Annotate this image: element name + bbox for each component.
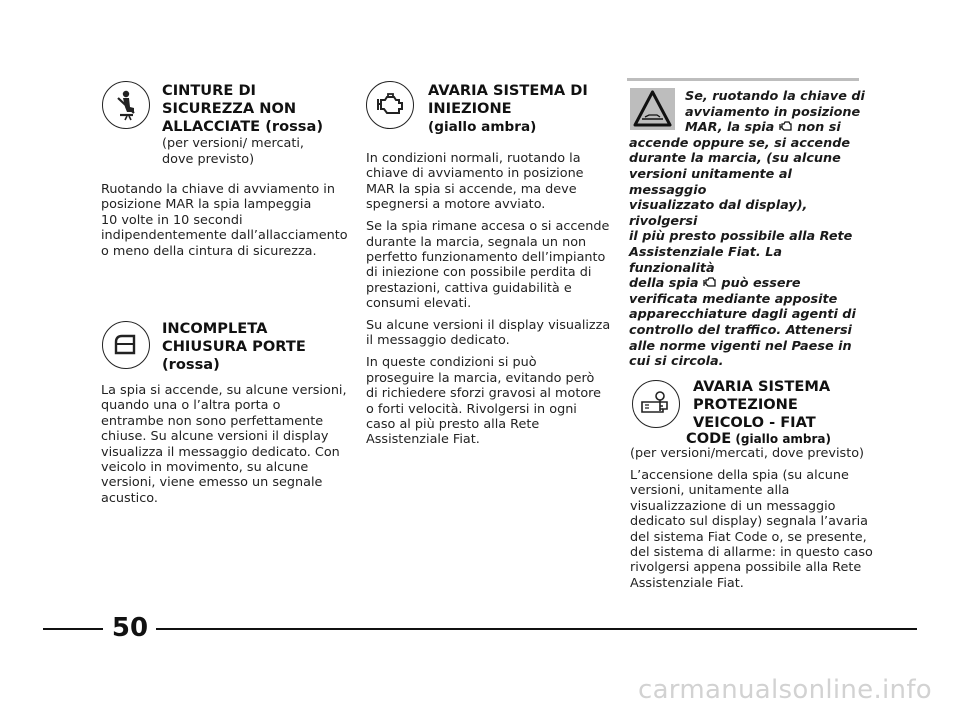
warning-line: versioni unitamente al messaggio xyxy=(629,166,792,198)
warning-line: alle norme vigenti nel Paese in xyxy=(629,338,852,354)
paragraph xyxy=(630,446,873,461)
body-line: di richiedere sforzi gravosi al motore xyxy=(366,386,602,402)
body-line: veicolo in movimento, su alcune xyxy=(101,460,309,476)
title-line-small: (giallo ambra) xyxy=(731,432,832,446)
body-line: consumi elevati. xyxy=(366,296,472,312)
title-line: CHIUSURA PORTE xyxy=(162,338,306,355)
body-line: visualizza il messaggio dedicato. Con xyxy=(101,444,340,460)
warning-text xyxy=(629,89,865,370)
warning-line-part: della spia xyxy=(629,276,703,292)
engine-check-icon xyxy=(703,277,717,288)
body-line: Assistenziale Fiat. xyxy=(630,575,744,591)
title-line: (giallo ambra) xyxy=(428,119,537,135)
title-line: (rossa) xyxy=(162,356,220,373)
body-line: versioni, viene emesso un segnale xyxy=(101,475,323,491)
warning-line: cui si circola. xyxy=(629,354,724,370)
footer-rule-left xyxy=(43,628,103,630)
paragraph xyxy=(366,355,610,447)
warning-line xyxy=(629,276,865,292)
body-line: caso al più presto alla Rete xyxy=(366,417,540,432)
body-line: chiuse. Su alcune versioni il display xyxy=(101,429,329,445)
fiatcode-title xyxy=(693,378,830,432)
paragraph xyxy=(366,151,610,213)
warning-line: Assistenziale Fiat. La funzionalità xyxy=(629,244,783,276)
title-line: VEICOLO - FIAT xyxy=(693,414,816,431)
title-line: SICUREZZA NON xyxy=(162,100,297,117)
body-line: versioni, unitamente alla xyxy=(630,483,790,499)
body-line: Ruotando la chiave di avviamento in xyxy=(101,182,335,197)
body-line: In queste condizioni si può xyxy=(366,355,537,371)
body-line: dedicato sul display) segnala l’avaria xyxy=(630,514,868,530)
fiat-code-key-icon xyxy=(632,380,680,428)
body-line: o forti velocità. Rivolgersi in ogni xyxy=(366,401,577,417)
door-open-icon xyxy=(102,321,150,369)
warning-line: visualizzato dal display), rivolgersi xyxy=(629,198,808,229)
warning-line: avviamento in posizione xyxy=(685,104,861,120)
cinture-title xyxy=(162,82,323,136)
body-line: 10 volte in 10 secondi xyxy=(101,212,243,228)
paragraph xyxy=(366,219,610,311)
body-line: del sistema Fiat Code o, se presente, xyxy=(630,529,867,545)
body-line: La spia si accende, su alcune versioni, xyxy=(101,383,347,398)
iniezione-title xyxy=(428,82,588,136)
warning-line: controllo del traffico. Attenersi xyxy=(629,322,852,338)
cinture-body xyxy=(101,182,348,259)
title-line: CINTURE DI xyxy=(162,82,256,99)
body-line: indipendentemente dall’allacciamento xyxy=(101,228,348,244)
body-line: proseguire la marcia, evitando però xyxy=(366,370,595,386)
porte-title xyxy=(162,320,306,374)
body-line: Assistenziale Fiat. xyxy=(366,432,480,448)
paragraph xyxy=(630,468,873,591)
warning-line-part: può essere xyxy=(716,276,801,292)
body-line: rivolgersi appena possibile alla Rete xyxy=(630,560,862,576)
body-line: Su alcune versioni il display visualizza xyxy=(366,318,611,334)
engine-check-icon xyxy=(366,81,414,129)
body-line: del sistema di allarme: in questo caso xyxy=(630,544,873,560)
paragraph xyxy=(366,318,610,349)
porte-body xyxy=(101,383,347,506)
title-line: CODE xyxy=(686,430,732,447)
body-line: posizione MAR la spia lampeggia xyxy=(101,197,312,213)
body-line: (per versioni/mercati, dove previsto) xyxy=(630,446,865,461)
body-line: visualizzazione di un messaggio xyxy=(630,498,836,514)
page-number: 50 xyxy=(111,613,149,643)
warning-line: apparecchiature dagli agenti di xyxy=(629,307,856,323)
watermark: carmanualsonline.info xyxy=(637,675,932,705)
warning-line xyxy=(685,120,865,136)
body-line: MAR la spia si accende, ma deve xyxy=(366,181,577,197)
body-line: spegnersi a motore avviato. xyxy=(366,197,546,213)
iniezione-body xyxy=(366,151,610,454)
body-line: entrambe non sono perfettamente xyxy=(101,413,324,429)
title-line: AVARIA SISTEMA xyxy=(693,378,831,395)
warning-line: Se, ruotando la chiave di xyxy=(685,89,865,104)
body-line: acustico. xyxy=(101,490,158,506)
seatbelt-warning-icon xyxy=(102,81,150,129)
body-line: chiave di avviamento in posizione xyxy=(366,166,584,182)
fiatcode-body xyxy=(630,446,873,598)
warning-line: verificata mediante apposite xyxy=(629,291,838,307)
body-line: di iniezione con possibile perdita di xyxy=(366,265,592,281)
title-line: INIEZIONE xyxy=(428,100,512,117)
footer-rule-right xyxy=(156,628,917,630)
body-line: perfetto funzionamento dell’impianto xyxy=(366,249,606,265)
body-line: In condizioni normali, ruotando la xyxy=(366,151,581,166)
note-line: dove previsto) xyxy=(162,151,255,167)
note-line: (per versioni/ mercati, xyxy=(162,136,304,151)
title-line: ALLACCIATE (rossa) xyxy=(162,118,323,135)
body-line: il messaggio dedicato. xyxy=(366,333,510,349)
title-line: INCOMPLETA xyxy=(162,320,268,337)
warning-line: il più presto possibile alla Rete xyxy=(629,229,853,245)
body-line: o meno della cintura di sicurezza. xyxy=(101,243,317,259)
body-line: prestazioni, cattiva guidabilità e xyxy=(366,280,572,296)
title-line: PROTEZIONE xyxy=(693,396,798,413)
warning-top-rule xyxy=(627,78,859,81)
body-line: L’accensione della spia (su alcune xyxy=(630,467,849,483)
body-line: quando una o l’altra porta o xyxy=(101,398,281,414)
warning-line-part: non si xyxy=(792,120,841,136)
body-line: durante la marcia, segnala un non xyxy=(366,234,587,250)
title-line: AVARIA SISTEMA DI xyxy=(428,82,588,99)
warning-line: accende oppure se, si accende xyxy=(629,135,851,151)
engine-check-icon xyxy=(779,121,793,132)
warning-line-part: MAR, la spia xyxy=(685,120,779,136)
warning-line: durante la marcia, (su alcune xyxy=(629,151,841,167)
cinture-note xyxy=(162,136,304,167)
body-line: Se la spia rimane accesa o si accende xyxy=(366,219,610,235)
